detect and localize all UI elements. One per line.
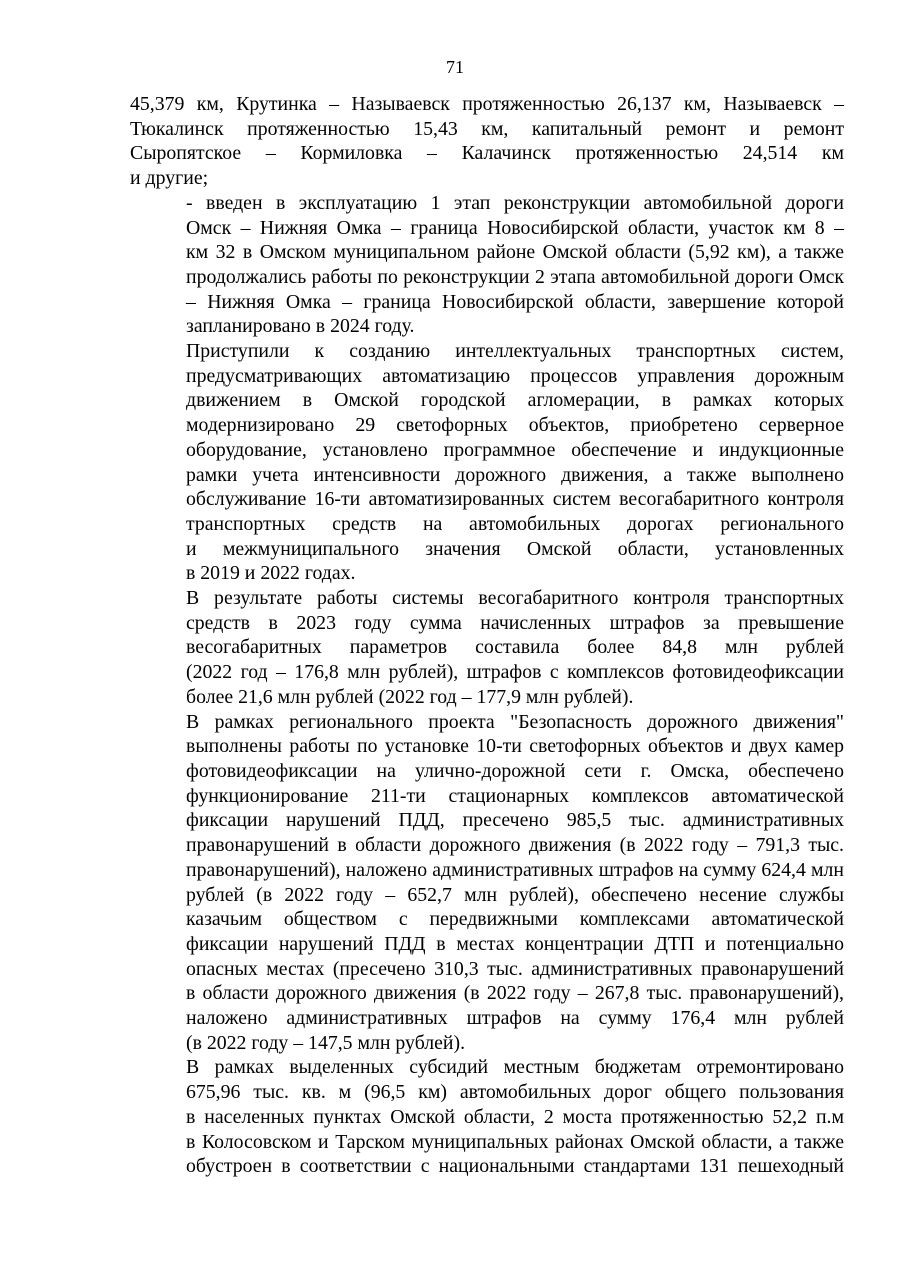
text-line: наложено административных штрафов на сумму 176,4 млн рублей <box>186 1007 844 1030</box>
text-line: выполнены работы по установке 10-ти светофорных объектов и двух камер <box>186 735 844 758</box>
paragraph <box>130 710 844 1056</box>
text-line: в области дорожного движения (в 2022 году – 267,8 тыс. правонарушений), <box>186 982 844 1005</box>
text-line: В результате работы системы весогабаритного контроля транспортных <box>186 587 844 610</box>
text-line: запланировано в 2024 году. <box>186 315 415 338</box>
text-line: движением в Омской городской агломерации, в рамках которых <box>186 389 844 412</box>
text-line: правонарушений), наложено административных штрафов на сумму 624,4 млн <box>186 858 844 881</box>
text-line: рамки учета интенсивности дорожного движения, а также выполнено <box>186 463 844 486</box>
text-line: рублей (в 2022 году – 652,7 млн рублей), обеспечено несение службы <box>186 883 844 906</box>
text-line: и другие; <box>130 167 209 190</box>
text-line: продолжались работы по реконструкции 2 этапа автомобильной дороги Омск <box>186 265 844 288</box>
text-line: модернизировано 29 светофорных объектов, приобретено серверное <box>186 414 844 437</box>
text-line: фиксации нарушений ПДД в местах концентрации ДТП и потенциально <box>186 932 844 955</box>
text-line: фотовидеофиксации на улично-дорожной сети г. Омска, обеспечено <box>186 759 844 782</box>
text-line: правонарушений в области дорожного движения (в 2022 году – 791,3 тыс. <box>186 834 844 857</box>
text-line: обустроен в соответствии с национальными стандартами 131 пешеходный <box>186 1155 844 1178</box>
text-line: Приступили к созданию интеллектуальных транспортных систем, <box>186 340 844 363</box>
text-line: в населенных пунктах Омской области, 2 моста протяженностью 52,2 п.м <box>186 1105 844 1128</box>
text-line: В рамках выделенных субсидий местным бюджетам отремонтировано <box>186 1056 844 1079</box>
text-line: В рамках регионального проекта "Безопасность дорожного движения" <box>186 710 844 733</box>
text-line: - введен в эксплуатацию 1 этап реконструкции автомобильной дороги <box>186 191 844 214</box>
paragraph <box>130 191 844 339</box>
text-line: казачьим обществом с передвижными комплексами автоматической <box>186 908 844 931</box>
text-line: 45,379 км, Крутинка – Называевск протяженностью 26,137 км, Называевск – <box>130 93 844 115</box>
text-line: более 21,6 млн рублей (2022 год – 177,9 млн рублей). <box>186 685 634 708</box>
text-line: Сыропятское – Кормиловка – Калачинск протяженностью 24,514 км <box>130 142 844 165</box>
text-line: Омск – Нижняя Омка – граница Новосибирской области, участок км 8 – <box>186 216 844 239</box>
text-line: предусматривающих автоматизацию процессов управления дорожным <box>186 364 844 387</box>
paragraph <box>130 339 844 586</box>
text-line: (в 2022 году – 147,5 млн рублей). <box>186 1031 466 1054</box>
paragraph <box>130 92 844 191</box>
text-line: 675,96 тыс. кв. м (96,5 км) автомобильных дорог общего пользования <box>186 1081 844 1104</box>
text-line: – Нижняя Омка – граница Новосибирской области, завершение которой <box>186 290 844 313</box>
text-line: (2022 год – 176,8 млн рублей), штрафов с комплексов фотовидеофиксации <box>186 661 844 684</box>
text-line: средств в 2023 году сумма начисленных штрафов за превышение <box>186 611 844 634</box>
paragraph <box>130 1055 844 1179</box>
page-number: 71 <box>446 57 464 77</box>
text-line: функционирование 211-ти стационарных комплексов автоматической <box>186 784 844 807</box>
text-line: весогабаритных параметров составила более 84,8 млн рублей <box>186 636 844 659</box>
text-line: опасных местах (пресечено 310,3 тыс. административных правонарушений <box>186 957 844 980</box>
text-line: и межмуниципального значения Омской области, установленных <box>186 537 844 560</box>
text-line: км 32 в Омском муниципальном районе Омской области (5,92 км), а также <box>186 241 844 264</box>
text-line: оборудование, установлено программное обеспечение и индукционные <box>186 438 844 461</box>
text-line: обслуживание 16-ти автоматизированных систем весогабаритного контроля <box>186 488 844 511</box>
paragraph <box>130 586 844 710</box>
text-line: в Колосовском и Тарском муниципальных районах Омской области, а также <box>186 1130 844 1153</box>
document-body <box>130 92 844 1179</box>
text-line: транспортных средств на автомобильных дорогах регионального <box>186 512 844 535</box>
text-line: в 2019 и 2022 годах. <box>186 562 356 585</box>
text-line: Тюкалинск протяженностью 15,43 км, капитальный ремонт и ремонт <box>130 117 844 140</box>
text-line: фиксации нарушений ПДД, пресечено 985,5 тыс. административных <box>186 809 844 832</box>
